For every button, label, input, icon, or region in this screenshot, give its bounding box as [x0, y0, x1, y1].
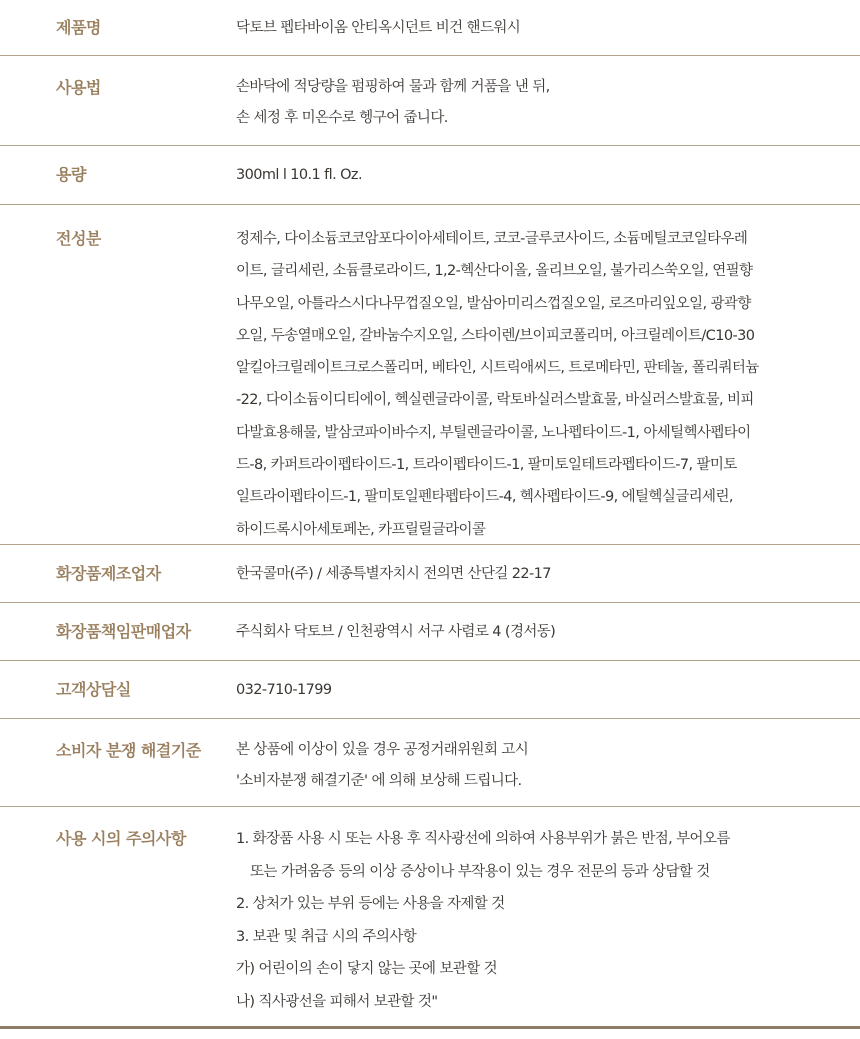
spec-row-ingredients [0, 205, 860, 545]
spec-label: 소비자 분쟁 해결기준 [56, 741, 201, 760]
product-name-value: 닥토브 펩타바이옴 안티옥시던트 비건 핸드워시 [236, 20, 521, 36]
spec-label: 화장품책임판매업자 [56, 622, 191, 641]
spec-label: 화장품제조업자 [56, 564, 161, 583]
dispute-line: '소비자분쟁 해결기준' 에 의해 보상해 드립니다. [236, 773, 522, 789]
spec-value [236, 0, 860, 55]
ingredients-line: 드-8, 카퍼트라이펩타이드-1, 트라이펩타이드-1, 팔미토일테트라펩타이드-7, 팔미토 [236, 457, 737, 474]
spec-row-dispute [0, 719, 860, 807]
ingredients-line: 정제수, 다이소듐코코암포다이아세테이트, 코코-글루코사이드, 소듐메틸코코일타우레 [236, 231, 748, 247]
spec-value [236, 807, 860, 1026]
ingredients-line: 오일, 두송열매오일, 갈바눔수지오일, 스타이렌/브이피코폴리머, 아크릴레이트/C10-30 [236, 327, 755, 344]
spec-label: 사용 시의 주의사항 [56, 829, 186, 848]
usage-line: 손 세정 후 미온수로 헹구어 줍니다. [236, 110, 448, 126]
caution-line: 2. 상처가 있는 부위 등에는 사용을 자제할 것 [236, 896, 505, 912]
spec-value [236, 56, 860, 145]
ingredients-line: 다발효용해물, 발삼코파이바수지, 부틸렌글라이콜, 노나펩타이드-1, 아세틸헥사펩타이 [236, 424, 751, 441]
spec-row-volume [0, 146, 860, 205]
ingredients-line: 이트, 글리세린, 소듐클로라이드, 1,2-헥산다이올, 올리브오일, 불가리스쑥오일, 연필향 [236, 263, 753, 280]
dispute-line: 본 상품에 이상이 있을 경우 공정거래위원회 고시 [236, 742, 529, 758]
spec-row-caution [0, 807, 860, 1029]
spec-value [236, 661, 860, 718]
spec-row-customer-service [0, 661, 860, 719]
ingredients-line: 일트라이펩타이드-1, 팔미토일펜타펩타이드-4, 헥사펩타이드-9, 에틸헥실글리세린, [236, 489, 733, 506]
caution-line: 1. 화장품 사용 시 또는 사용 후 직사광선에 의하여 사용부위가 붉은 반점, 부어오름 [236, 831, 730, 847]
spec-value [236, 545, 860, 602]
manufacturer-value: 한국콜마(주) / 세종특별자치시 전의면 산단길 22-17 [236, 566, 551, 582]
customer-service-phone: 032-710-1799 [236, 682, 332, 698]
ingredients-line: 나무오일, 아틀라스시다나무껍질오일, 발삼아미리스껍질오일, 로즈마리잎오일, 광곽향 [236, 295, 751, 312]
spec-label: 전성분 [56, 229, 101, 248]
spec-row-manufacturer [0, 545, 860, 603]
spec-row-product-name [0, 0, 860, 56]
usage-line: 손바닥에 적당량을 펌핑하여 물과 함께 거품을 낸 뒤, [236, 79, 550, 95]
spec-label: 고객상담실 [56, 680, 131, 699]
caution-line: 또는 가려움증 등의 이상 증상이나 부작용이 있는 경우 전문의 등과 상담할 것 [250, 863, 710, 880]
spec-row-seller [0, 603, 860, 661]
spec-row-usage [0, 56, 860, 146]
ingredients-line: -22, 다이소듐이디티에이, 헥실렌글라이콜, 락토바실러스발효물, 바실러스발효물, 비피 [236, 392, 754, 409]
spec-value [236, 205, 860, 544]
ingredients-line: 하이드록시아세토페논, 카프릴릴글라이콜 [236, 521, 486, 538]
spec-value [236, 719, 860, 806]
seller-value: 주식회사 닥토브 / 인천광역시 서구 사렴로 4 (경서동) [236, 624, 556, 640]
caution-line: 3. 보관 및 취급 시의 주의사항 [236, 928, 417, 945]
caution-line: 가) 어린이의 손이 닿지 않는 곳에 보관할 것 [236, 961, 498, 977]
spec-label: 용량 [56, 165, 86, 184]
spec-label: 사용법 [56, 78, 101, 97]
volume-value: 300ml l 10.1 fl. Oz. [236, 167, 362, 183]
spec-value [236, 146, 860, 204]
ingredients-line: 알킬아크릴레이트크로스폴리머, 베타인, 시트릭애씨드, 트로메타민, 판테놀, 폴리쿼터늄 [236, 360, 759, 377]
spec-value [236, 603, 860, 660]
spec-label: 제품명 [56, 18, 101, 37]
caution-line: 나) 직사광선을 피해서 보관할 것" [236, 993, 438, 1010]
